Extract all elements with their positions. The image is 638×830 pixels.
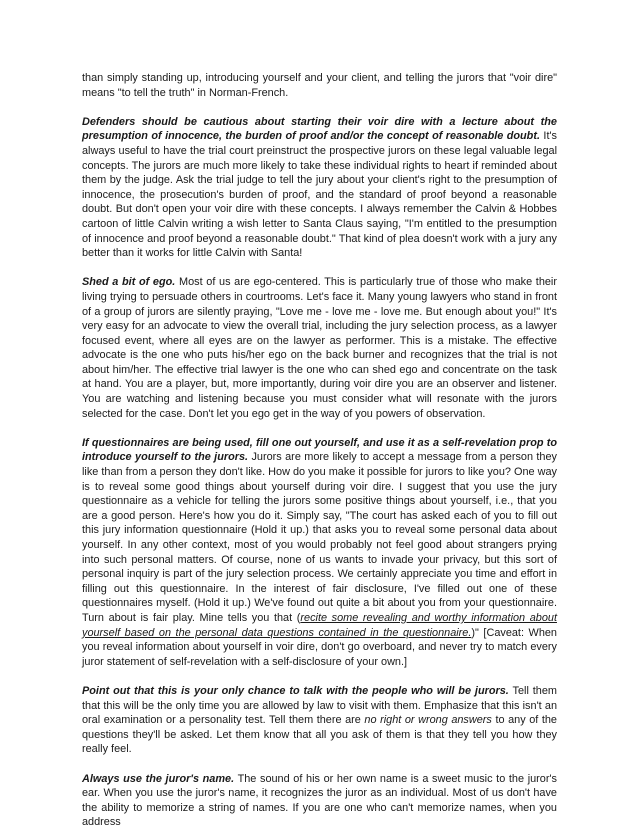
paragraph-emphasis: no right or wrong answers (364, 714, 492, 727)
paragraph-questionnaires (82, 436, 557, 670)
paragraph-lead-heading: Point out that this is your only chance to talk with the people who will be jurors. (82, 684, 509, 697)
paragraph-text: It's always useful to have the trial court preinstruct the prospective jurors on these legal valuable legal concepts. The jurors are much more likely to take these individual rights to heart if reminded about them by the judge. Ask the trial judge to tell the jury about your client's right to the presumption of innocence, the prosecution's burden of proof, and the standard of proof beyond a reasonable doubt. But don't open your voir dire with these concepts. I always remember the Calvin & Hobbes cartoon of little Calvin writing a wish letter to Santa Claus saying, "I'm entitled to the presumption of innocence and proof beyond a reasonable doubt." That kind of plea doesn't work with a jury any better than it works for little Calvin with Santa! (82, 130, 558, 260)
paragraph-text: The sound of his or her own name is a sweet music to the juror's ear. When you use the juror's name, it recognizes the juror as an individual. Most of us don't have the ability to memorize a string of names. If you are one who can't memorize names, when you address (82, 772, 558, 829)
paragraph-lead-heading: Shed a bit of ego. (82, 276, 176, 289)
paragraph-presumption-of-innocence (82, 115, 557, 261)
paragraph-lead-heading: Always use the juror's name. (82, 772, 235, 785)
paragraph-juror-name (82, 772, 557, 830)
paragraph-shed-ego (82, 275, 557, 421)
paragraph-text: to any of the questions they'll be asked. Let them know that all you ask of them is that they tell you how they really feel. (82, 714, 557, 756)
paragraph-text: )" [Caveat: When you reveal information about yourself in voir dire, don't go overboard, and never try to match every juror statement of self-revelation with a self-disclosure of your own.] (82, 626, 557, 668)
document-page (82, 71, 557, 830)
paragraph-text: Most of us are ego-centered. This is particularly true of those who make their living trying to persuade others in courtrooms. Let's face it. Many young lawyers who stand in front of a group of jurors are silently praying, "Love me - love me - love me. But enough about you!" It's very easy for an advocate to view the overall trial, including the jury selection process, as a lawyer focused event, where all eyes are on the lawyer as performer. This is a mistake. The effective advocate is the one who puts his/her ego on the back burner and recognizes that the trial is not about him/her. The effective trial lawyer is the one who can shed ego and concentrate on the task at hand. You are a player, but, more importantly, during voir dire you are an observer and listener. You are watching and listening because you must consider what will resonate with the jurors selected for the case. Don't let you ego get in the way of you powers of observation. (82, 276, 557, 420)
paragraph-text: Jurors are more likely to accept a message from a person they like than from a person they don't like. How do you make it possible for jurors to like you? One way is to reveal some good things about yourself during voir dire. I suggest that you use the jury questionnaire as a vehicle for telling the jurors some positive things about yourself, i.e., that you are a good person. Here's how you do it. Simply say, "The court has asked each of you to fill out this jury information questionnaire (Hold it up.) that asks you to reveal some personal data about yourself. In any other context, most of you would probably not feel good about strangers prying into such personal matters. Of course, none of us wants to invade your privacy, but this sort of personal inquiry is part of the jury selection process. We certainly appreciate you time and effort in filling out this questionnaire. In the interest of fair disclosure, I've filled out one of these questionnaires myself. (Hold it up.) We've found out quite a bit about you from your questionnaire. Turn about is fair play. Mine tells you that ( (82, 451, 557, 624)
paragraph-voir-dire-meaning (82, 71, 557, 100)
paragraph-text: Tell them that this will be the only time you are allowed by law to visit with them. Emphasize that this isn't an oral examination or a personality test. Tell them there are (82, 684, 557, 727)
paragraph-emphasis: recite some revealing and worthy information about yourself based on the personal data questions contained in the questionnaire. (82, 611, 557, 639)
paragraph-only-chance (82, 684, 557, 757)
paragraph-lead-heading: If questionnaires are being used, fill one out yourself, and use it as a self-revelation prop to introduce yourself to the jurors. (82, 436, 557, 464)
paragraph-lead-heading: Defenders should be cautious about starting their voir dire with a lecture about the presumption of innocence, the burden of proof and/or the concept of reasonable doubt. (82, 115, 557, 143)
paragraph-text: than simply standing up, introducing yourself and your client, and telling the jurors that "voir dire" means "to tell the truth" in Norman-French. (82, 72, 557, 99)
